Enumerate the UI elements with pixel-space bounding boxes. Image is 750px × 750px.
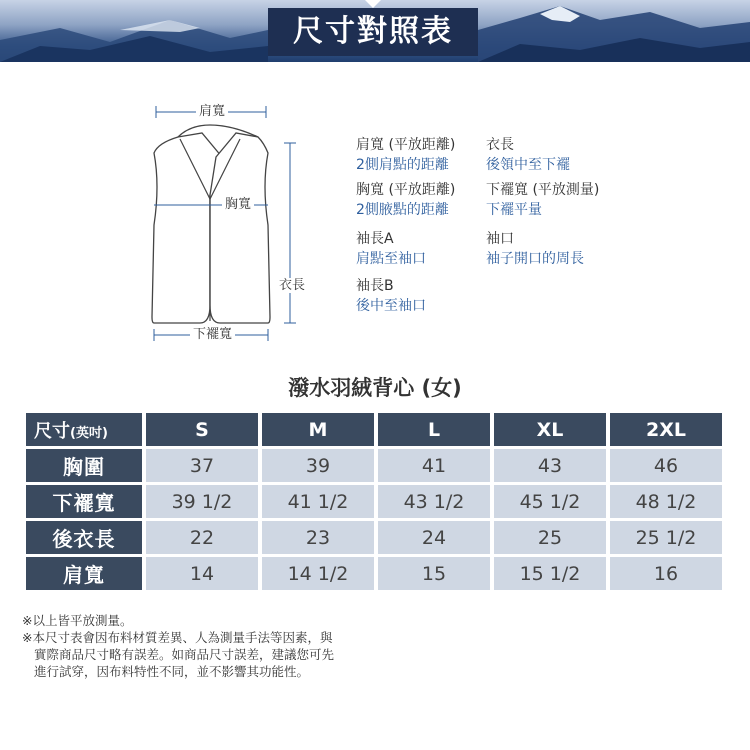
table-cell: 39 xyxy=(262,449,374,482)
table-row xyxy=(26,557,722,590)
table-cell: 24 xyxy=(378,521,490,554)
table-cell: 15 1/2 xyxy=(494,557,606,590)
note-line: ※以上皆平放測量。 xyxy=(22,613,133,628)
table-header-row xyxy=(26,413,722,446)
table-row xyxy=(26,485,722,518)
title-notch xyxy=(365,0,381,8)
table-row xyxy=(26,521,722,554)
note-line: 進行試穿，因布料特性不同，並不影響其功能性。 xyxy=(34,664,310,679)
row-label: 肩寬 xyxy=(26,557,142,590)
definition-term: 袖長A xyxy=(356,231,394,247)
definition-shoulder xyxy=(356,135,455,175)
row-label: 胸圍 xyxy=(26,449,142,482)
table-cell: 14 1/2 xyxy=(262,557,374,590)
definition-desc: 2側肩點的距離 xyxy=(356,157,449,173)
note-line: 實際商品尺寸略有誤差。如商品尺寸誤差，建議您可先 xyxy=(34,647,335,662)
definition-desc: 肩點至袖口 xyxy=(356,251,426,267)
table-cell: 23 xyxy=(262,521,374,554)
row-label: 下襬寬 xyxy=(26,485,142,518)
table-cell: 45 1/2 xyxy=(494,485,606,518)
definition-term: 胸寬 (平放距離) xyxy=(356,182,456,198)
table-cell: 14 xyxy=(146,557,258,590)
corner-unit: (英吋) xyxy=(70,425,108,441)
table-cell: 43 xyxy=(494,449,606,482)
definition-desc: 後領中至下襬 xyxy=(486,157,570,173)
definition-desc: 袖子開口的周長 xyxy=(486,251,584,267)
definition-desc: 2側腋點的距離 xyxy=(356,202,449,218)
page-title: 尺寸對照表 xyxy=(293,14,453,49)
definition-cuff xyxy=(486,229,584,269)
row-label: 後衣長 xyxy=(26,521,142,554)
vest-illustration xyxy=(140,95,330,355)
table-cell: 37 xyxy=(146,449,258,482)
table-cell: 16 xyxy=(610,557,722,590)
table-row xyxy=(26,449,722,482)
definition-chest xyxy=(356,180,455,220)
definition-term: 袖長B xyxy=(356,278,394,294)
shoulder-label: 肩寬 xyxy=(196,104,228,119)
length-label: 衣長 xyxy=(276,278,308,293)
size-header: S xyxy=(146,413,258,446)
table-cell: 41 1/2 xyxy=(262,485,374,518)
size-header: L xyxy=(378,413,490,446)
product-title: 潑水羽絨背心 (女) xyxy=(288,376,462,400)
table-cell: 15 xyxy=(378,557,490,590)
size-header: 2XL xyxy=(610,413,722,446)
table-cell: 22 xyxy=(146,521,258,554)
size-header-corner xyxy=(26,413,142,446)
header-banner xyxy=(0,0,750,62)
definition-sleeve-b xyxy=(356,276,426,316)
definition-term: 袖口 xyxy=(486,231,514,247)
definition-term: 下襬寬 (平放測量) xyxy=(486,182,600,198)
table-cell: 48 1/2 xyxy=(610,485,722,518)
size-header: XL xyxy=(494,413,606,446)
hem-label: 下襬寬 xyxy=(190,327,235,342)
size-header: M xyxy=(262,413,374,446)
notes xyxy=(22,612,334,680)
definition-term: 肩寬 (平放距離) xyxy=(356,137,456,153)
table-cell: 25 1/2 xyxy=(610,521,722,554)
note-line: ※本尺寸表會因布料材質差異、人為測量手法等因素，與 xyxy=(22,630,333,645)
table-cell: 39 1/2 xyxy=(146,485,258,518)
table-cell: 41 xyxy=(378,449,490,482)
table-cell: 43 1/2 xyxy=(378,485,490,518)
corner-label: 尺寸 xyxy=(34,420,70,442)
definition-length xyxy=(486,135,570,175)
definition-desc: 後中至袖口 xyxy=(356,298,426,314)
definition-sleeve-a xyxy=(356,229,426,269)
definition-desc: 下襬平量 xyxy=(486,202,542,218)
definition-term: 衣長 xyxy=(486,137,514,153)
table-cell: 25 xyxy=(494,521,606,554)
vest-diagram xyxy=(140,95,330,355)
chest-label: 胸寬 xyxy=(222,197,254,212)
table-cell: 46 xyxy=(610,449,722,482)
size-table xyxy=(22,410,726,593)
definition-hem xyxy=(486,180,599,220)
